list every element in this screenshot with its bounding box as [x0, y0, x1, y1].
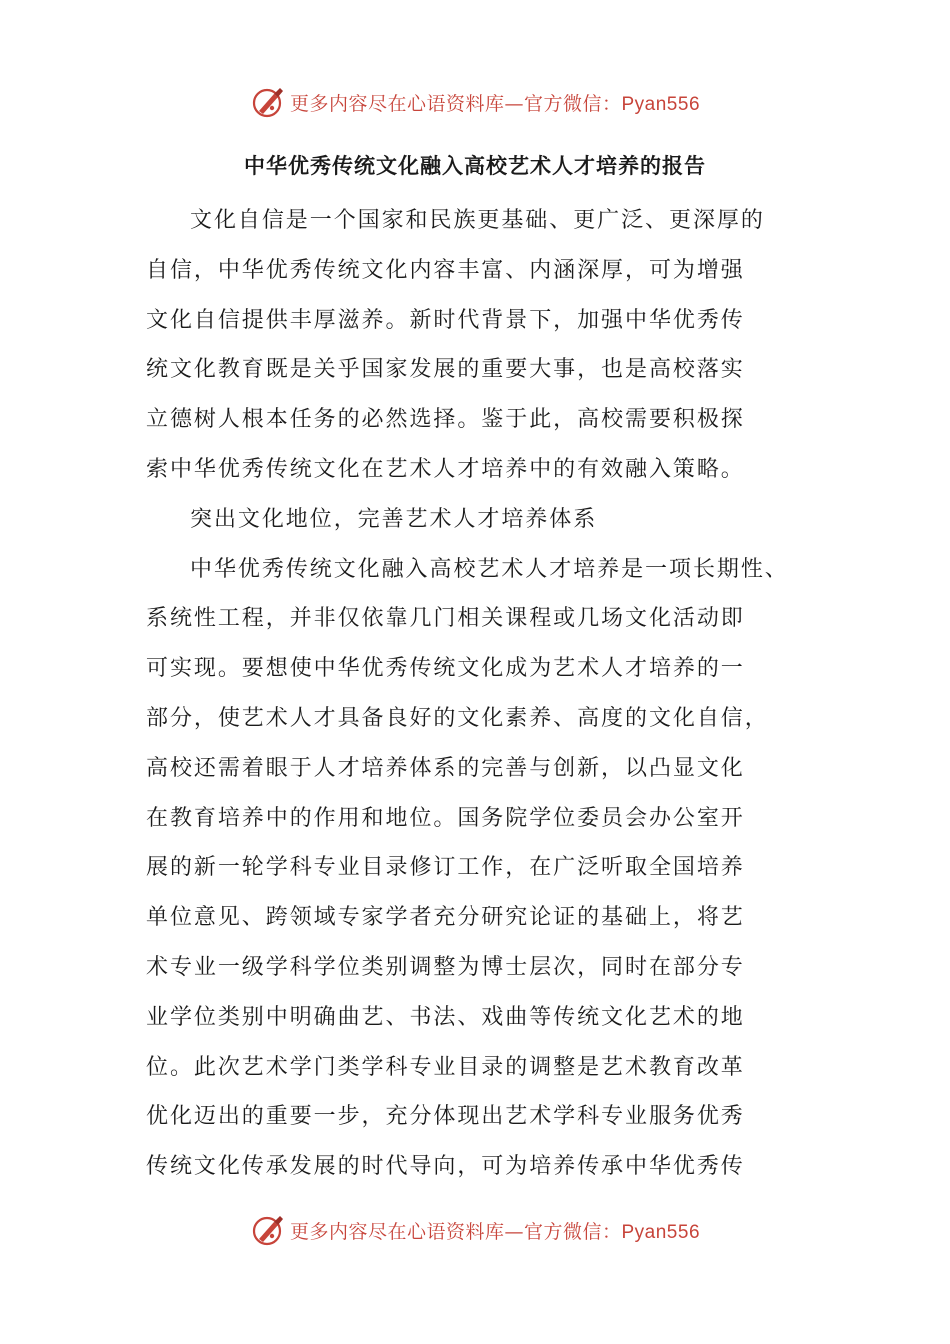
paragraph-line: 系统性工程，并非仅依靠几门相关课程或几场文化活动即	[146, 606, 745, 632]
paragraph-line: 业学位类别中明确曲艺、书法、戏曲等传统文化艺术的地	[146, 1004, 745, 1030]
paragraph-line: 在教育培养中的作用和地位。国务院学位委员会办公室开	[146, 805, 745, 831]
paragraph-line: 展的新一轮学科专业目录修订工作，在广泛听取全国培养	[146, 855, 745, 881]
paragraph-line: 索中华优秀传统文化在艺术人才培养中的有效融入策略。	[146, 456, 745, 482]
paragraph-line: 自信，中华优秀传统文化内容丰富、内涵深厚，可为增强	[146, 257, 745, 283]
pen-logo-icon	[250, 1212, 286, 1248]
watermark-text: 更多内容尽在心语资料库—官方微信：Pyan556	[289, 1220, 701, 1243]
paragraph-line: 立德树人根本任务的必然选择。鉴于此，高校需要积极探	[146, 407, 745, 433]
watermark-text: 更多内容尽在心语资料库—官方微信：Pyan556	[289, 92, 701, 115]
paragraph-line: 术专业一级学科学位类别调整为博士层次，同时在部分专	[146, 954, 745, 980]
document-body	[146, 196, 816, 1192]
paragraph-line: 统文化教育既是关乎国家发展的重要大事，也是高校落实	[146, 357, 745, 383]
paragraph-line: 文化自信提供丰厚滋养。新时代背景下，加强中华优秀传	[146, 307, 745, 333]
paragraph-line: 可实现。要想使中华优秀传统文化成为艺术人才培养的一	[146, 656, 745, 682]
paragraph-line: 单位意见、跨领域专家学者充分研究论证的基础上，将艺	[146, 905, 745, 931]
footer-watermark-banner	[0, 1208, 950, 1252]
paragraph-line: 位。此次艺术学门类学科专业目录的调整是艺术教育改革	[146, 1054, 745, 1080]
paragraph-line: 中华优秀传统文化融入高校艺术人才培养是一项长期性、	[190, 556, 789, 582]
paragraph-line: 传统文化传承发展的时代导向，可为培养传承中华优秀传	[146, 1154, 745, 1180]
paragraph-line: 高校还需着眼于人才培养体系的完善与创新，以凸显文化	[146, 755, 745, 781]
paragraph-line: 优化迈出的重要一步，充分体现出艺术学科专业服务优秀	[146, 1104, 745, 1130]
section-heading: 突出文化地位，完善艺术人才培养体系	[190, 506, 598, 532]
pen-logo-icon	[250, 84, 286, 120]
header-watermark-banner	[0, 80, 950, 124]
document-title: 中华优秀传统文化融入高校艺术人才培养的报告	[244, 153, 706, 178]
paragraph-line: 文化自信是一个国家和民族更基础、更广泛、更深厚的	[190, 208, 765, 233]
paragraph-line: 部分，使艺术人才具备良好的文化素养、高度的文化自信，	[146, 705, 769, 731]
